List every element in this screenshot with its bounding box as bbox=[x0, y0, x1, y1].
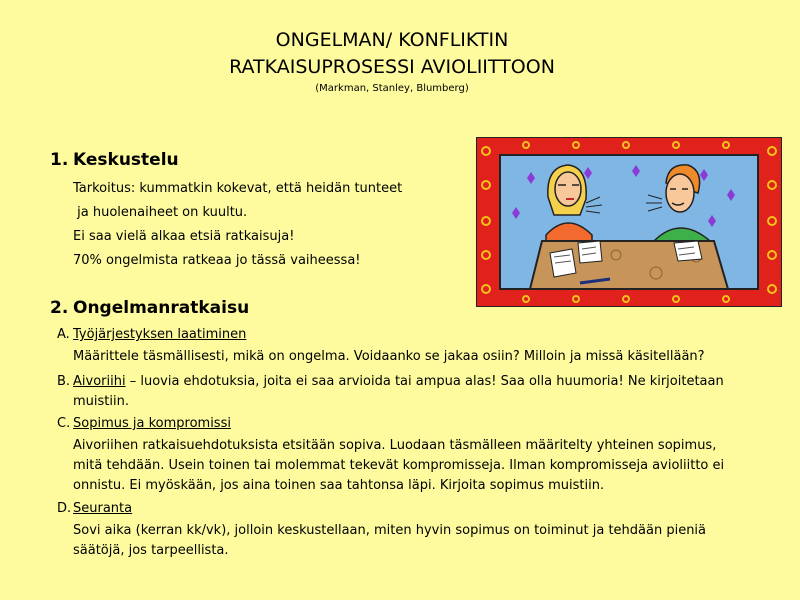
subsection-b-text: – luovia ehdotuksia, joita ei saa arvioida tai ampua alas! Saa olla huumoria! Ne kirjoitetaan bbox=[125, 374, 724, 389]
section-1-number: 1. bbox=[50, 150, 69, 170]
subsection-c-letter: C. bbox=[57, 416, 71, 431]
slide-title bbox=[0, 27, 784, 95]
section-1-line: 70% ongelmista ratkeaa jo tässä vaiheessa! bbox=[73, 253, 361, 268]
title-subtitle: (Markman, Stanley, Blumberg) bbox=[315, 83, 469, 94]
section-1-line: ja huolenaiheet on kuultu. bbox=[73, 205, 248, 220]
subsection-d-line: Sovi aika (kerran kk/vk), jolloin keskustellaan, miten hyvin sopimus on toiminut ja tehdään pieniä bbox=[73, 523, 707, 538]
subsection-a-heading: Työjärjestyksen laatiminen bbox=[73, 327, 247, 342]
subsection-d-line: säätöjä, jos tarpeellista. bbox=[73, 543, 229, 558]
subsection-d-heading: Seuranta bbox=[73, 501, 133, 516]
subsection-b-text-line2: muistiin. bbox=[73, 394, 129, 409]
subsection-a-body: Määrittele täsmällisesti, mikä on ongelma. Voidaanko se jakaa osiin? Milloin ja missä käsitellään? bbox=[73, 349, 705, 364]
section-1-line: Tarkoitus: kummatkin kokevat, että heidän tunteet bbox=[73, 181, 403, 196]
subsection-b-heading: Aivoriihi bbox=[73, 374, 126, 389]
section-2-heading bbox=[50, 298, 249, 318]
section-2-number: 2. bbox=[50, 298, 69, 318]
subsection-c-line: Aivoriihen ratkaisuehdotuksista etsitään sopiva. Luodaan täsmälleen määritelty yhteinen sopimus, bbox=[73, 438, 717, 453]
section-1-heading bbox=[50, 150, 179, 170]
subsection-b-body bbox=[73, 372, 753, 412]
title-line-1: ONGELMAN/ KONFLIKTIN bbox=[275, 29, 509, 51]
title-line-2: RATKAISUPROSESSI AVIOLIITTOON bbox=[229, 56, 555, 78]
section-1-body bbox=[73, 180, 402, 276]
section-2-title: Ongelmanratkaisu bbox=[73, 298, 250, 318]
couple-discussion-icon bbox=[476, 137, 782, 307]
subsection-c-body bbox=[73, 436, 753, 496]
subsection-c-line: mitä tehdään. Usein toinen tai molemmat tekevät kompromisseja. Ilman kompromisseja avioliitto ei bbox=[73, 458, 725, 473]
subsection-b-letter: B. bbox=[57, 374, 71, 389]
subsection-d-letter: D. bbox=[57, 501, 72, 516]
section-1-line: Ei saa vielä alkaa etsiä ratkaisuja! bbox=[73, 229, 295, 244]
subsection-d-body bbox=[73, 521, 753, 561]
couple-discussion-illustration bbox=[476, 137, 782, 307]
subsection-a-letter: A. bbox=[57, 327, 70, 342]
subsection-c-heading: Sopimus ja kompromissi bbox=[73, 416, 231, 431]
section-1-title: Keskustelu bbox=[73, 150, 179, 170]
subsection-c-line: onnistu. Ei myöskään, jos aina toinen saa tahtonsa läpi. Kirjoita sopimus muistiin. bbox=[73, 478, 605, 493]
